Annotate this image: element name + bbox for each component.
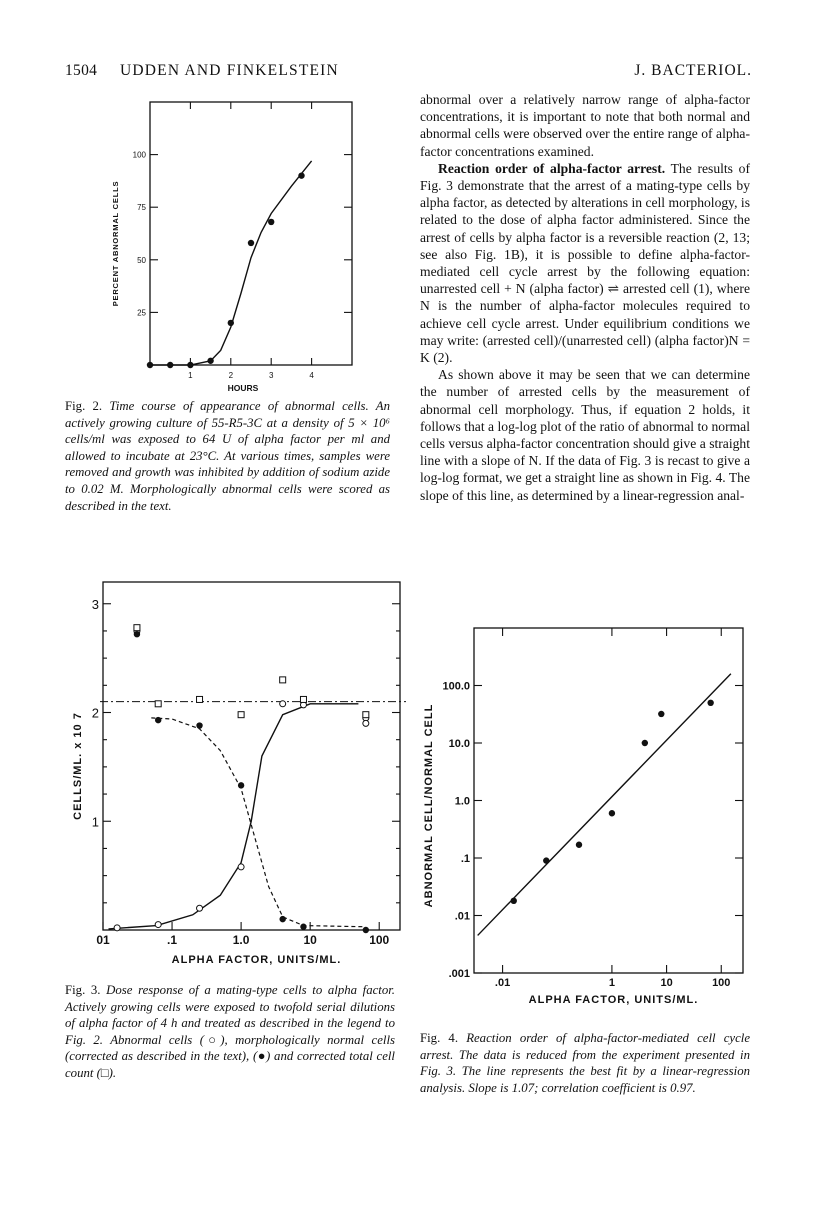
data-point-open-square [197, 696, 203, 702]
y-tick-label: 50 [137, 255, 146, 265]
y-tick-label: 1 [91, 814, 99, 830]
data-point-open-square [134, 625, 140, 631]
data-point-filled-circle [155, 717, 161, 723]
y-tick-label: 1.0 [454, 795, 470, 808]
data-point [298, 172, 304, 178]
x-tick-label: 1.0 [232, 933, 250, 947]
y-axis-label: PERCENT ABNORMAL CELLS [111, 180, 120, 307]
figure-4-caption [420, 1030, 750, 1096]
x-tick-label: 01 [96, 933, 110, 947]
data-point-filled-circle [363, 927, 369, 933]
data-point-open-square [280, 677, 286, 683]
paragraph-reaction-order-body: The results of Fig. 3 demonstrate that the arrest of a mating-type cells by alpha factor, as detected by alterations in cell morphology, is related to the dose of alpha factor administered. Since the arrest of cells by alpha factor is a reversible reaction (2, 13; see also Fig. 1B), it is possible to define alpha-factor-mediated cell cycle arrest by the following equation: unarrested cell + N (alpha factor) ⇌ arrested cell (1), where N is the number of alpha-factor molecules required to achieve cell cycle arrest. Under equilibrium conditions we may write: (arrested cell)/(unarrested cell) (alpha factor)N = K (2). [420, 160, 751, 366]
y-axis-label: CELLS/ML. x 10 7 [72, 712, 84, 820]
x-tick-label: 4 [309, 371, 314, 380]
data-point [609, 810, 615, 816]
data-point [248, 240, 254, 246]
abnormal-cells-curve [109, 704, 359, 929]
y-tick-label: 75 [137, 203, 146, 213]
x-axis-label: ALPHA FACTOR, UNITS/ML. [171, 954, 342, 966]
data-point [642, 740, 648, 746]
data-point-open-circle [238, 864, 244, 870]
x-tick-label: 3 [268, 371, 274, 380]
figure-2-label: Fig. 2. [65, 399, 103, 413]
data-point [543, 857, 549, 863]
y-tick-label: 2 [91, 705, 99, 721]
x-tick-label: 100 [712, 977, 731, 989]
plot-frame [150, 102, 352, 365]
page-number: 1504 [65, 62, 98, 79]
data-point-open-circle [280, 701, 286, 707]
figure-2-text: Time course of appearance of abnormal cells. An actively growing culture of 55-R5-3C at a density of 5 × 10⁶ cells/ml was exposed to 64 U of alpha factor per ml and allowed to incubate at 23°C. At various times, samples were removed and growth was inhibited by addition of sodium azide to 0.02 M. Morphologically abnormal cells were scored as described in the text. [65, 399, 390, 513]
right-column-text [420, 91, 750, 504]
plot-frame [103, 582, 400, 930]
data-point-open-circle [155, 922, 161, 928]
data-point-filled-circle [238, 782, 244, 788]
figure-3-caption [65, 982, 395, 1082]
paragraph-log-log: As shown above it may be seen that we can determine the number of arrested cells by the measurement of abnormal cell morphology. Thus, if equation 2 holds, it follows that a log-log plot of the ratio of abnormal to normal cells versus alpha-factor concentration should give a straight line with a slope of N. If the data of Fig. 3 is recast to give a log-log format, we get a straight line as shown in Fig. 4. The slope of this line, as determined by a linear-regression anal- [420, 367, 750, 503]
figure-2-caption [65, 398, 390, 514]
y-tick-label: 100.0 [442, 680, 470, 693]
data-point [268, 219, 274, 225]
data-point [207, 358, 213, 364]
data-point-filled-circle [134, 631, 140, 637]
figure-4-text: Reaction order of alpha-factor-mediated cell cycle arrest. The data is reduced from the experiment presented in Fig. 3. The line represents the best fit by a linear-regression analysis. Slope is 1.07; correlation coefficient is 0.97. [420, 1031, 750, 1095]
data-point-open-square [155, 701, 161, 707]
data-point [707, 700, 713, 706]
data-point [167, 362, 173, 368]
normal-cells-curve [151, 718, 364, 927]
figure-3-text: Dose response of a mating-type cells to alpha factor. Actively growing cells were exposed to twofold serial dilutions of alpha factor of 4 h and treated as described in the legend to Fig. 2. Abnormal cells (○), morphologically normal cells (corrected as described in the text), (●) and corrected total cell count (□). [65, 983, 395, 1080]
data-point [658, 711, 664, 717]
y-tick-label: .001 [448, 968, 470, 980]
data-point-filled-circle [300, 924, 306, 930]
figure-3-label: Fig. 3. [65, 983, 101, 997]
data-point-open-square [363, 712, 369, 718]
x-tick-label: .1 [167, 933, 178, 947]
x-tick-label: .01 [494, 977, 511, 989]
figure-4-label: Fig. 4. [420, 1031, 459, 1045]
y-tick-label: 100 [132, 150, 146, 160]
data-point-open-circle [197, 905, 203, 911]
figure-2-chart [60, 90, 390, 393]
y-tick-label: 25 [137, 308, 146, 318]
data-point-open-circle [363, 720, 369, 726]
data-point-filled-circle [279, 916, 285, 922]
data-point [576, 842, 582, 848]
y-axis-label: ABNORMAL CELL/NORMAL CELL [423, 703, 435, 908]
data-point [147, 362, 153, 368]
y-tick-label: .1 [460, 853, 470, 865]
data-point [228, 320, 234, 326]
data-point-open-square [300, 696, 306, 702]
x-tick-label: 10 [660, 977, 673, 989]
x-tick-label: 1 [608, 977, 615, 989]
data-point-open-square [238, 712, 244, 718]
y-tick-label: 3 [91, 596, 99, 612]
data-point [187, 362, 193, 368]
figure-4-chart [418, 618, 763, 1008]
section-heading: Reaction order of alpha-factor arrest. [438, 160, 666, 176]
data-point [511, 898, 517, 904]
x-axis-label: HOURS [227, 383, 259, 393]
regression-line [478, 674, 731, 936]
y-tick-label: .01 [454, 910, 470, 923]
x-axis-label: ALPHA FACTOR, UNITS/ML. [528, 994, 699, 1006]
time-course-curve [150, 161, 312, 365]
figure-3-chart [60, 570, 410, 975]
running-head-journal: J. BACTERIOL. [634, 62, 752, 79]
x-tick-label: 100 [369, 933, 390, 947]
x-tick-label: 2 [228, 371, 234, 380]
paragraph-reaction-order [420, 160, 750, 366]
paragraph-continuation: abnormal over a relatively narrow range of alpha-factor concentrations, it is important to note that both normal and abnormal cells were observed over the entire range of alpha-factor concentrations examined. [420, 92, 750, 159]
y-tick-label: 10.0 [448, 738, 470, 750]
x-tick-label: 10 [303, 933, 317, 947]
x-tick-label: 1 [188, 371, 193, 380]
data-point-filled-circle [196, 722, 202, 728]
data-point-open-circle [114, 925, 120, 931]
running-head-authors: UDDEN AND FINKELSTEIN [120, 62, 339, 79]
